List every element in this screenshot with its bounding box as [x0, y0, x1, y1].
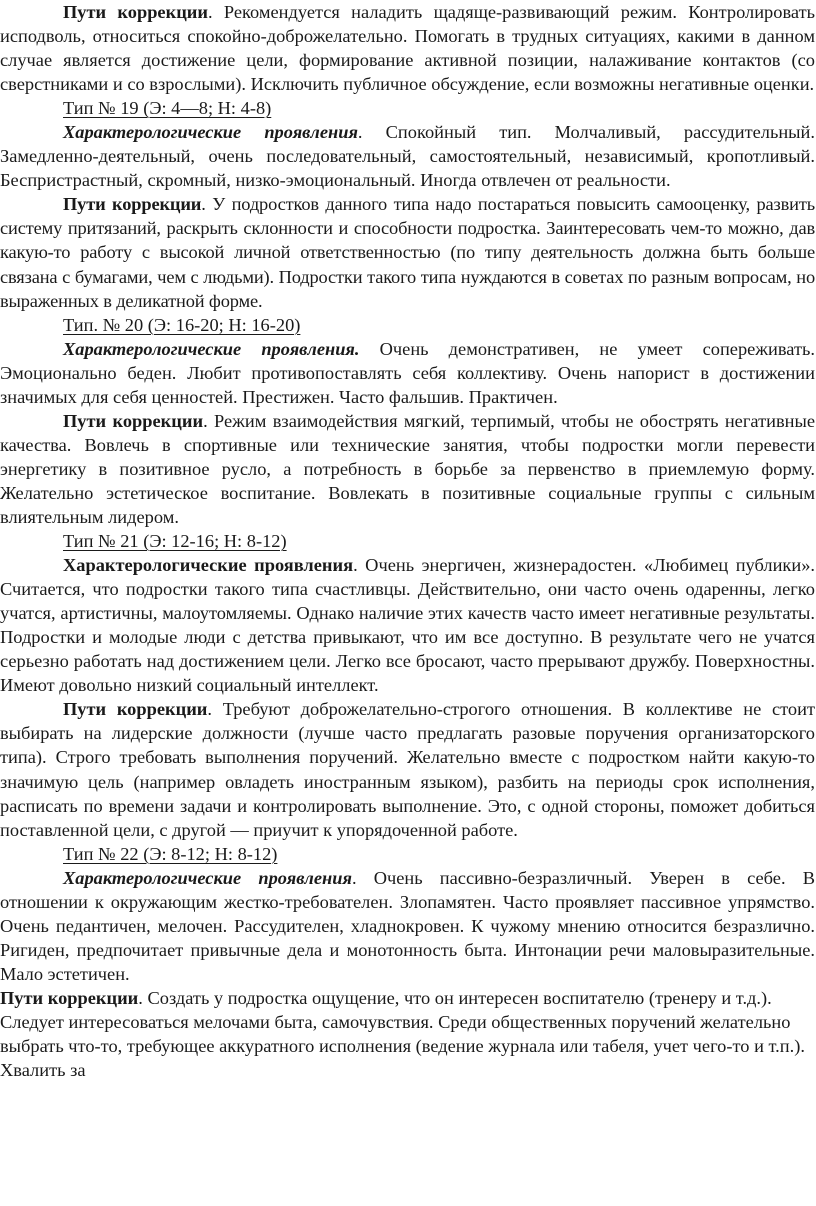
type-heading-22: Тип № 22 (Э: 8-12; Н: 8-12) — [63, 843, 278, 864]
correction-paragraph-type-19 — [0, 192, 815, 312]
type-heading-20: Тип. № 20 (Э: 16-20; Н: 16-20) — [63, 314, 301, 335]
traits-label: Характерологические проявления — [63, 122, 358, 143]
traits-paragraph-type-20 — [0, 337, 815, 409]
traits-label: Характерологические проявления — [63, 555, 354, 576]
correction-paragraph-type-22 — [0, 986, 815, 1082]
correction-text: . Создать у подростка ощущение, что он интересен воспитателю (тренеру и т.д.). Следует интересоваться мелочами быта, самочувствия. Среди общественных поручений желательно выбрать что-то, требующее аккуратного исполнения (ведение журнала или табеля, учет чего-то и т.п.). Хвалить за — [0, 987, 805, 1081]
traits-paragraph-type-21 — [0, 553, 815, 697]
traits-label: Характерологические проявления. — [63, 338, 360, 359]
traits-label: Характерологические проявления — [63, 867, 352, 888]
correction-text: . Рекомендуется наладить щадяще-развивающий режим. Контролировать исподволь, относиться спокойно-доброжелательно. Помогать в трудных ситуациях, какими в данном случае является достижение цели, формирование активной позиции, налаживание контактов (со сверстниками и со взрослыми). Исключить публичное обсуждение, если возможны негативные оценки. — [0, 2, 816, 95]
correction-paragraph-type-18 — [0, 0, 815, 96]
traits-text: . Очень пассивно-безразличный. Уверен в себе. В отношении к окружающим жестко-требователен. Злопамятен. Часто проявляет пассивное упрямство. Очень педантичен, мелочен. Рассудителен, хладнокровен. К чужому мнению относится безразлично. Ригиден, предпочитает привычные дела и монотонность быта. Интонации речи маловыразительные. Мало эстетичен. — [0, 867, 815, 984]
traits-text: . Очень энергичен, жизнерадостен. «Любимец публики». Считается, что подростки такого типа счастливцы. Действительно, они часто очень одаренны, легко учатся, артистичны, малоутомляемы. Однако наличие этих качеств часто имеет негативные результаты. Подростки и молодые люди с детства привыкают, что им все доступно. В результате чего не учатся серьезно работать над достижением цели. Легко все бросают, часто прерывают дружбу. Поверхностны. Имеют довольно низкий социальный интеллект. — [0, 555, 816, 696]
correction-label: Пути коррекции — [0, 987, 139, 1008]
correction-paragraph-type-20 — [0, 409, 815, 529]
correction-paragraph-type-21 — [0, 697, 815, 841]
correction-label: Пути коррекции — [63, 410, 204, 431]
correction-text: . У подростков данного типа надо постараться повысить самооценку, развить систему притязаний, раскрыть склонности и способности подростка. Заинтересовать чем-то можно, дав какую-то работу с высокой личной ответственностью (по типу деятельность должна быть больше связана с бумагами, чем с людьми). Подростки такого типа нуждаются в советах по разным вопросам, но выраженных в деликатной форме. — [0, 194, 815, 311]
correction-label: Пути коррекции — [63, 699, 208, 720]
traits-text: . Спокойный тип. Молчаливый, рассудительный. Замедленно-деятельный, очень последовательный, самостоятельный, независимый, кропотливый. Беспристрастный, скромный, низко-эмоциональный. Иногда отвлечен от реальности. — [0, 122, 815, 191]
traits-paragraph-type-22 — [0, 866, 815, 986]
correction-label: Пути коррекции — [63, 2, 208, 22]
correction-label: Пути коррекции — [63, 194, 202, 215]
traits-text: Очень демонстративен, не умеет сопереживать. Эмоционально беден. Любит противопоставлять себя коллективу. Очень напорист в достижении значимых для себя ценностей. Престижен. Часто фальшив. Практичен. — [0, 338, 815, 407]
type-heading-19: Тип № 19 (Э: 4—8; Н: 4-8) — [63, 98, 272, 119]
correction-text: . Режим взаимодействия мягкий, терпимый, чтобы не обострять негативные качества. Вовлечь в спортивные или технические занятия, чтобы подростки могли перевести энергетику в позитивное русло, а потребность в борьбе за первенство в приемлемую форму. Желательно эстетическое воспитание. Вовлекать в позитивные социальные группы с сильным влиятельным лидером. — [0, 410, 815, 527]
correction-text: . Требуют доброжелательно-строгого отношения. В коллективе не стоит выбирать на лидерские должности (лучше часто предлагать разовые поручения организаторского типа). Строго требовать выполнения поручений. Желательно вместе с подростком найти какую-то значимую цель (например овладеть иностранным языком), разбить на периоды срок исполнения, расписать по времени задачи и контролировать выполнение. Это, с одной стороны, поможет добиться поставленной цели, с другой — приучит к упорядоченной работе. — [0, 699, 815, 840]
traits-paragraph-type-19 — [0, 120, 815, 192]
type-heading-21: Тип № 21 (Э: 12-16; Н: 8-12) — [63, 531, 287, 552]
